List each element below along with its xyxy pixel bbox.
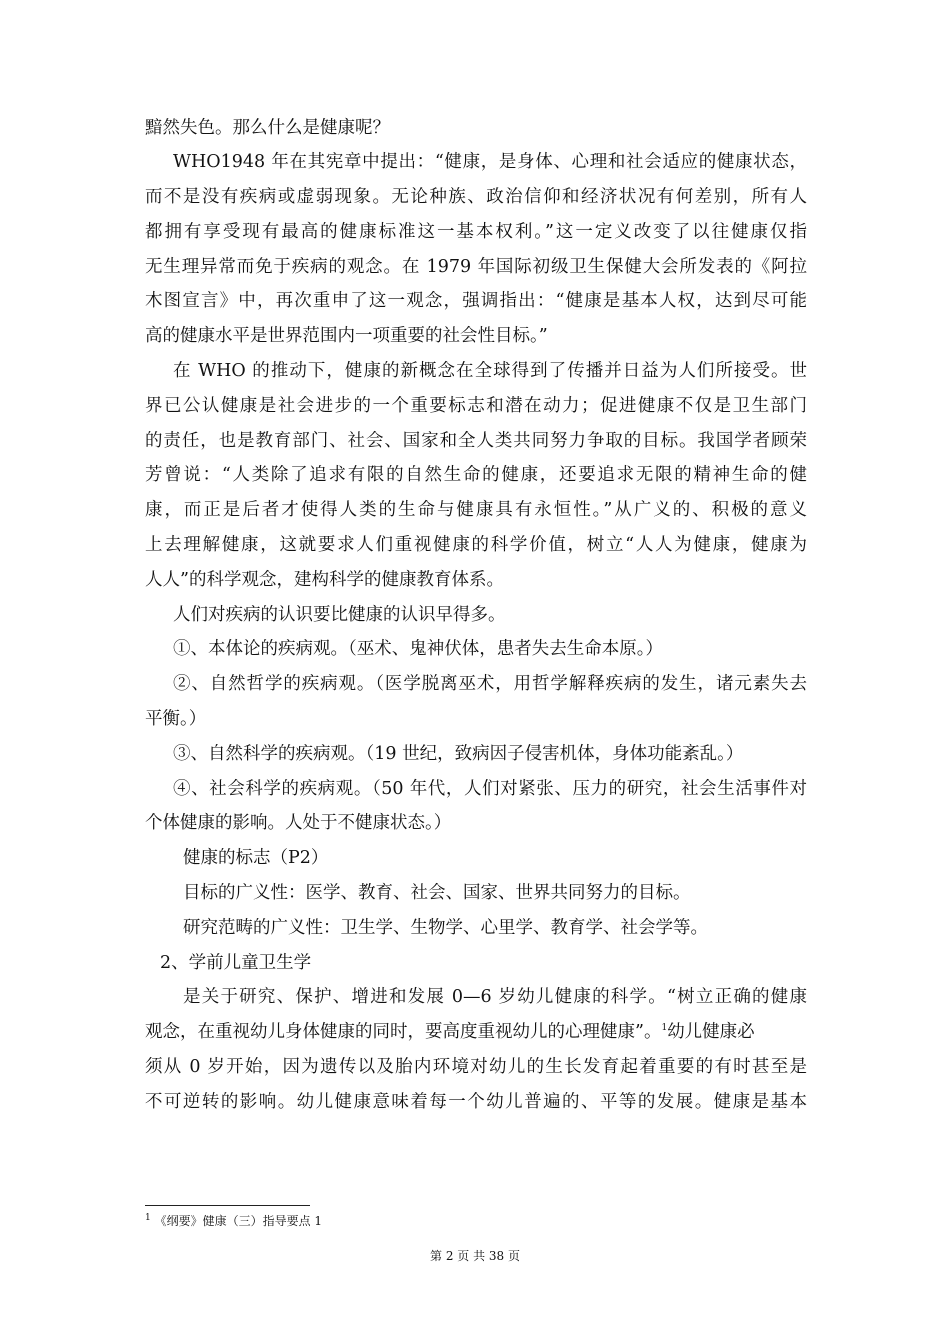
section-heading: 2、学前儿童卫生学: [160, 953, 312, 973]
paragraph-line: 须从 0 岁开始，因为遗传以及胎内环境对幼儿的生长发育起着重要的有时甚至是: [145, 1057, 807, 1077]
list-item-continuation: 平衡。）: [145, 709, 207, 729]
paragraph-line: 是关于研究、保护、增进和发展 0—6 岁幼儿健康的科学。“树立正确的健康: [183, 987, 807, 1007]
page-number: 第 2 页 共 38 页: [430, 1249, 520, 1263]
paragraph-line: 不可逆转的影响。幼儿健康意味着每一个幼儿普遍的、平等的发展。健康是基本: [145, 1092, 807, 1112]
paragraph-line: 人人”的科学观念，建构科学的健康教育体系。: [145, 570, 504, 590]
list-item: ②、自然哲学的疾病观。（医学脱离巫术，用哲学解释疾病的发生，诸元素失去: [173, 674, 807, 694]
list-item: ①、本体论的疾病观。（巫术、鬼神伏体，患者失去生命本原。）: [173, 639, 663, 659]
footnote-separator: [145, 1205, 310, 1206]
paragraph-line: 目标的广义性：医学、教育、社会、国家、世界共同努力的目标。: [183, 883, 691, 903]
list-item: ④、社会科学的疾病观。（50 年代，人们对紧张、压力的研究，社会生活事件对: [173, 779, 807, 799]
paragraph-line: 都拥有享受现有最高的健康标准这一基本权利。”这一定义改变了以往健康仅指: [145, 222, 807, 242]
paragraph-line: [145, 1021, 807, 1043]
list-item-continuation: 个体健康的影响。人处于不健康状态。）: [145, 813, 452, 833]
footnote: [145, 1213, 322, 1229]
paragraph-line: 研究范畴的广义性：卫生学、生物学、心里学、教育学、社会学等。: [183, 918, 708, 938]
footnote-reference[interactable]: 1: [661, 1023, 668, 1034]
paragraph-line: 界已公认健康是社会进步的一个重要标志和潜在动力；促进健康不仅是卫生部门: [145, 396, 807, 416]
paragraph-line: 康，而正是后者才使得人类的生命与健康具有永恒性。”从广义的、积极的意义: [145, 500, 807, 520]
paragraph-line: 芳曾说：“人类除了追求有限的自然生命的健康，还要追求无限的精神生命的健: [145, 465, 807, 485]
paragraph-line: 无生理异常而免于疾病的观念。在 1979 年国际初级卫生保健大会所发表的《阿拉: [145, 257, 807, 277]
paragraph-line: 木图宣言》中，再次重申了这一观念，强调指出：“健康是基本人权，达到尽可能: [145, 291, 807, 311]
paragraph-text: 幼儿健康必: [667, 1022, 755, 1042]
paragraph-line: 在 WHO 的推动下，健康的新概念在全球得到了传播并日益为人们所接受。世: [173, 361, 807, 381]
list-item: ③、自然科学的疾病观。（19 世纪，致病因子侵害机体，身体功能紊乱。）: [173, 744, 744, 764]
footnote-marker: 1: [145, 1213, 151, 1223]
paragraph-line: 高的健康水平是世界范围内一项重要的社会性目标。”: [145, 326, 548, 346]
paragraph-line: 上去理解健康，这就要求人们重视健康的科学价值，树立“人人为健康，健康为: [145, 535, 807, 555]
section-label: 健康的标志（P2）: [183, 848, 329, 868]
footnote-text: 《纲要》健康（三）指导要点 1: [154, 1214, 323, 1228]
paragraph-line: 的责任，也是教育部门、社会、国家和全人类共同努力争取的目标。我国学者顾荣: [145, 431, 807, 451]
paragraph-line: 而不是没有疾病或虚弱现象。无论种族、政治信仰和经济状况有何差别，所有人: [145, 187, 807, 207]
paragraph-line: 黯然失色。那么什么是健康呢？: [145, 118, 390, 138]
paragraph-text: 观念，在重视幼儿身体健康的同时，要高度重视幼儿的心理健康”。: [145, 1022, 662, 1042]
paragraph-line: WHO1948 年在其宪章中提出：“健康，是身体、心理和社会适应的健康状态，: [173, 152, 807, 172]
paragraph-line: 人们对疾病的认识要比健康的认识早得多。: [173, 605, 506, 625]
